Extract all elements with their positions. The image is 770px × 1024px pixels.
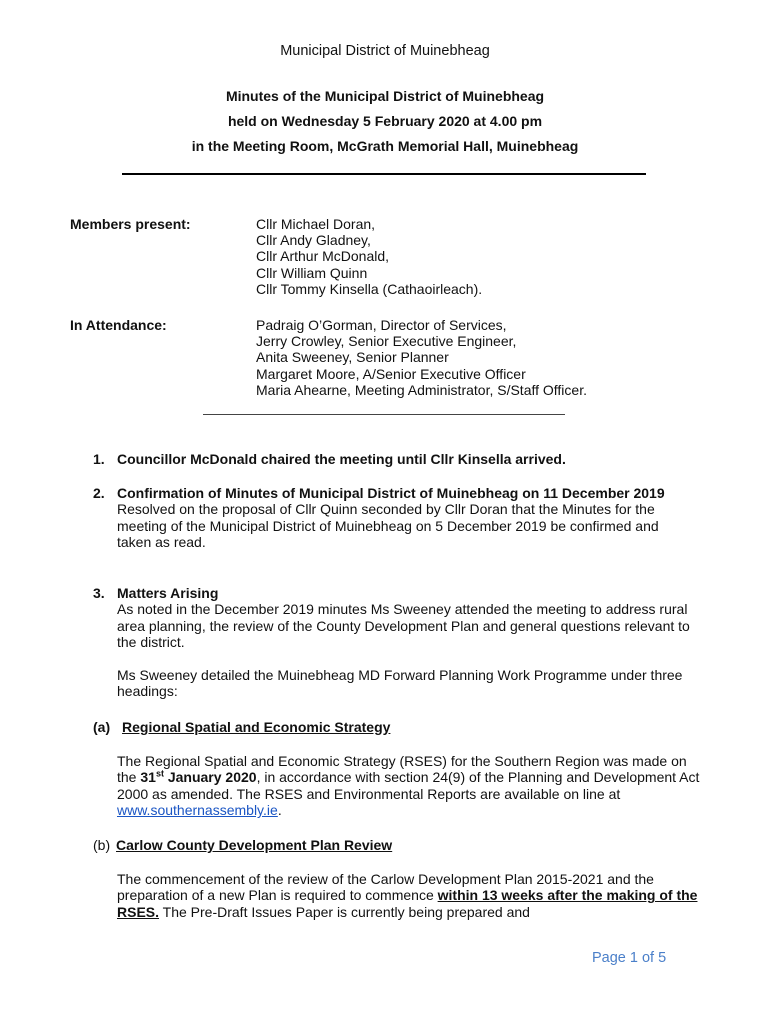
section-a-heading bbox=[93, 719, 390, 735]
attendee-name: Maria Ahearne, Meeting Administrator, S/Staff Officer. bbox=[256, 381, 587, 398]
item-number: 1. bbox=[93, 451, 105, 467]
section-title: Carlow County Development Plan Review bbox=[116, 837, 393, 853]
attendee-name: Jerry Crowley, Senior Executive Engineer, bbox=[256, 333, 517, 350]
date-rest: January 2020 bbox=[163, 769, 257, 786]
attendee-name: Padraig O’Gorman, Director of Services, bbox=[256, 317, 507, 333]
item-text: Resolved on the proposal of Cllr Quinn seconded by Cllr Doran that the Minutes for the meeting of the Municipal District of Muinebheag on 5 December 2019 be confirmed and taken as read. bbox=[117, 501, 659, 551]
attendee-name: Margaret Moore, A/Senior Executive Officer bbox=[256, 365, 526, 382]
document-header: Municipal District of Muinebheag bbox=[280, 43, 490, 59]
text-span: The commencement of the review of the Carlow Development Plan 2015-2021 and the preparation of a new Plan is required to commence bbox=[117, 871, 654, 904]
agenda-item-2 bbox=[93, 485, 713, 551]
date-suffix: st bbox=[155, 768, 164, 779]
member-name: Cllr William Quinn bbox=[256, 264, 368, 281]
text-span: . bbox=[277, 802, 282, 819]
agenda-item-3 bbox=[93, 585, 713, 699]
members-list bbox=[256, 216, 482, 297]
minutes-title-line-1: Minutes of the Municipal District of Muinebheag bbox=[225, 88, 545, 104]
attendee-name: Anita Sweeney, Senior Planner bbox=[256, 349, 449, 366]
section-title: Regional Spatial and Economic Strategy bbox=[122, 719, 391, 735]
member-name: Cllr Michael Doran, bbox=[256, 216, 376, 232]
page-number: Page 1 of 5 bbox=[592, 950, 667, 966]
member-name: Cllr Tommy Kinsella (Cathaoirleach). bbox=[256, 280, 483, 297]
item-text: As noted in the December 2019 minutes Ms Sweeney attended the meeting to address rural area planning, the review of the County Development Plan and general questions relevant to the district. bbox=[117, 601, 690, 651]
attendance-list bbox=[256, 317, 587, 398]
minutes-title-line-2: held on Wednesday 5 February 2020 at 4.00 pm bbox=[227, 113, 543, 129]
southern-assembly-link[interactable]: www.southernassembly.ie bbox=[117, 802, 278, 819]
member-name: Cllr Arthur McDonald, bbox=[256, 248, 390, 265]
emphasis-text: within 13 weeks after the making of the RSES. bbox=[117, 887, 698, 920]
section-marker: (a) bbox=[93, 719, 111, 735]
text-span: The Regional Spatial and Economic Strategy (RSES) for the Southern Region was made on the bbox=[117, 753, 687, 786]
item-heading: Confirmation of Minutes of Municipal District of Muinebheag on 11 December 2019 bbox=[117, 485, 665, 501]
item-number: 3. bbox=[93, 585, 105, 601]
in-attendance-label: In Attendance: bbox=[70, 317, 167, 333]
section-a-text bbox=[117, 753, 702, 819]
member-name: Cllr Andy Gladney, bbox=[256, 232, 371, 249]
section-b-text bbox=[117, 871, 702, 920]
minutes-title-line-3: in the Meeting Room, McGrath Memorial Hall, Muinebheag bbox=[191, 138, 579, 154]
attendance-divider bbox=[203, 414, 565, 415]
text-span: , in accordance with section 24(9) of the Planning and Development Act 2000 as amended. The RSES and Environmental Reports are available on line at bbox=[117, 769, 700, 802]
agenda-item-1 bbox=[93, 451, 713, 467]
text-span: The Pre-Draft Issues Paper is currently being prepared and bbox=[159, 903, 530, 920]
item-heading: Councillor McDonald chaired the meeting until Cllr Kinsella arrived. bbox=[117, 451, 566, 467]
item-number: 2. bbox=[93, 485, 105, 501]
date-day: 31 bbox=[140, 769, 156, 786]
title-divider bbox=[122, 173, 646, 175]
item-text-2: Ms Sweeney detailed the Muinebheag MD Forward Planning Work Programme under three headings: bbox=[117, 666, 683, 700]
item-heading: Matters Arising bbox=[117, 585, 219, 601]
section-b-heading bbox=[93, 837, 392, 853]
section-marker: (b) bbox=[93, 837, 111, 853]
members-present-label: Members present: bbox=[70, 216, 191, 232]
